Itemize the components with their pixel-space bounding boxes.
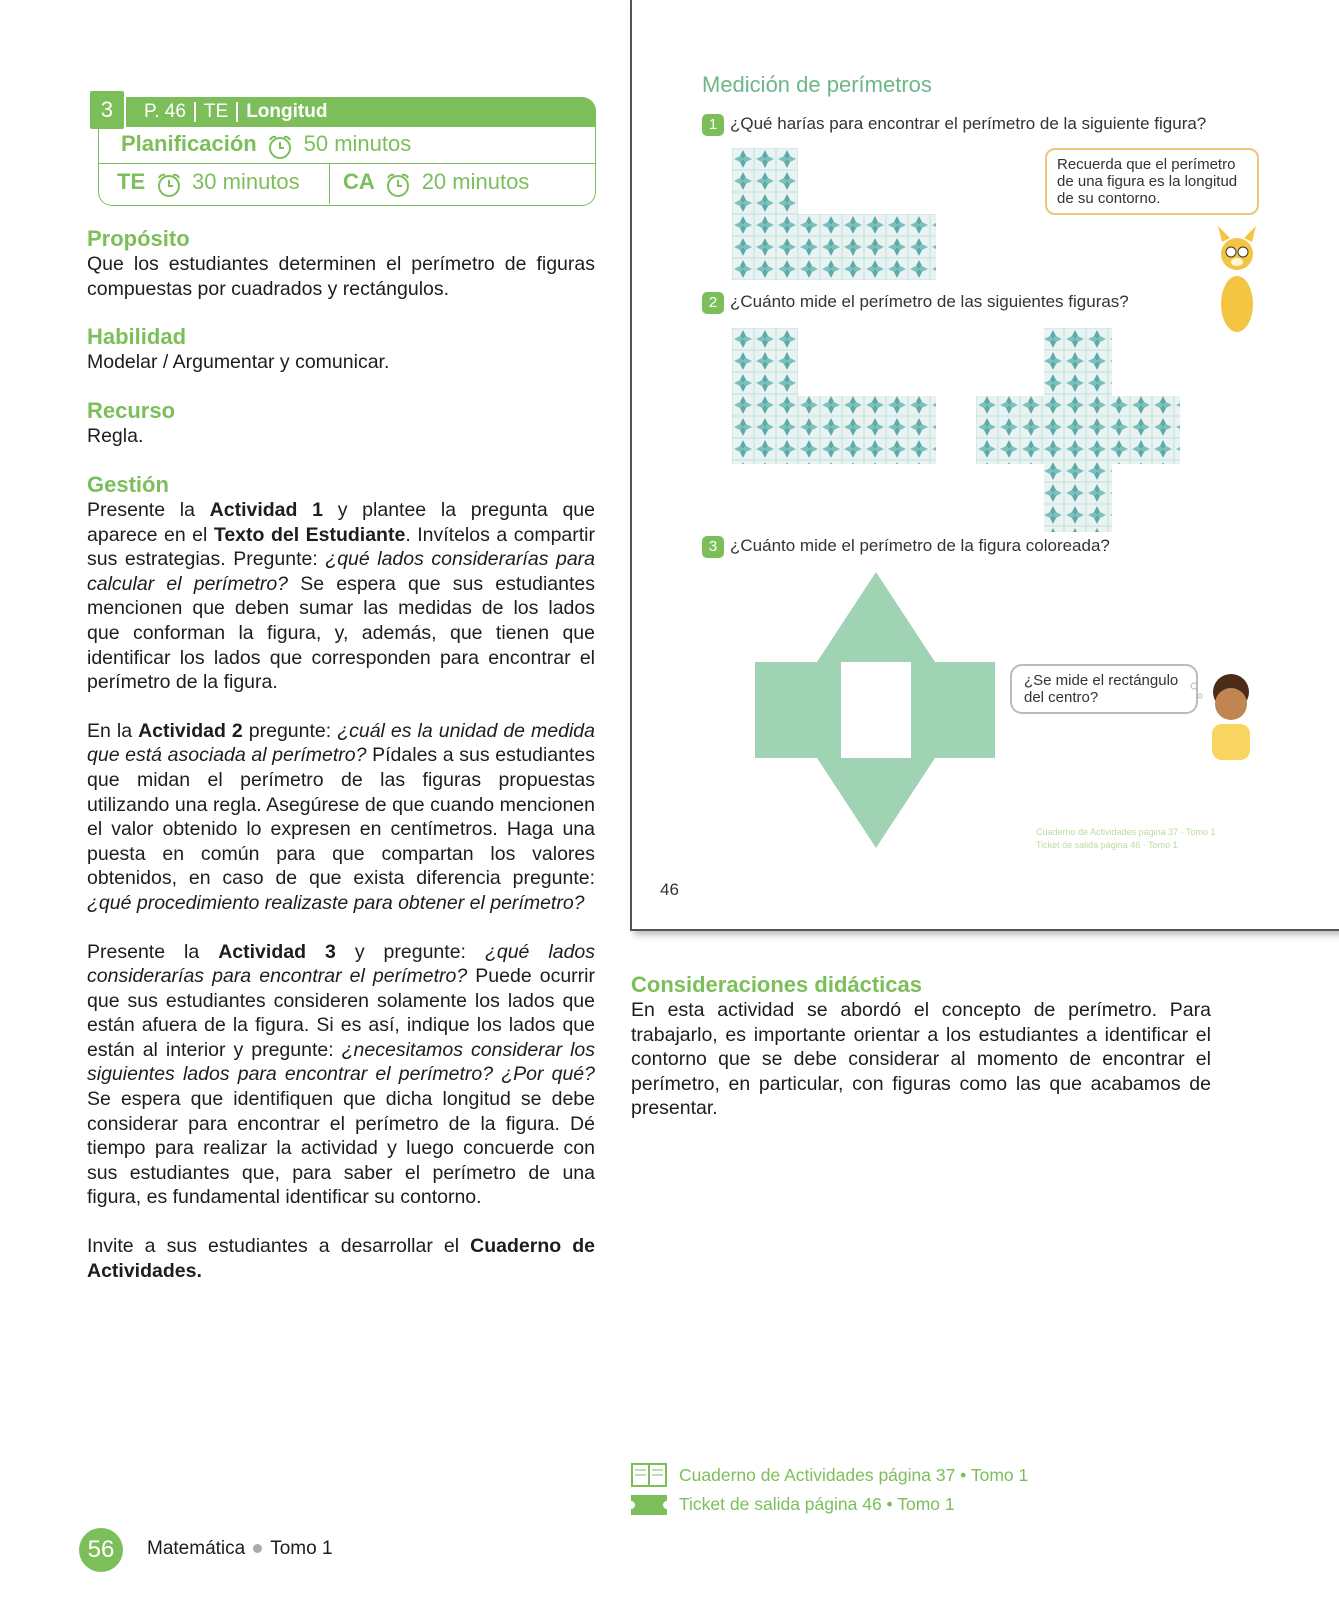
proposito-title: Propósito [87,226,190,251]
alarm-clock-icon [385,172,411,198]
planning-header [98,97,596,207]
reminder-bubble: Recuerda que el perímetro de una figura es la longitud de su contorno. [1045,148,1259,215]
planning-label: Planificación [121,131,257,156]
open-book-icon [631,1462,667,1488]
proposito-text: Que los estudiantes determinen el perímetro de figuras compuestas por cuadrados y rectángulos. [87,253,595,300]
ca-time: 20 minutos [421,169,530,194]
planning-time: 50 minutos [303,131,412,156]
gestion-section [87,472,595,1283]
question-bubble: ¿Se mide el rectángulo del centro? [1010,664,1198,714]
header-bar [98,97,596,127]
footer-label: Matemática Tomo 1 [147,1538,333,1559]
student-page-title: Medición de perímetros [702,72,932,97]
question-1: 1 ¿Qué harías para encontrar el perímetro de la siguiente figura? [702,114,1206,136]
student-page-number: 46 [660,880,679,899]
ticket-icon [631,1495,667,1515]
gestion-paragraph-2: En la Actividad 2 pregunte: ¿cuál es la unidad de medida que está asociada al perímetro? Pídales a sus estudiantes que midan el perímetro de las figuras propuestas utilizando una regla. Asegúrese de que cuando mencionen el valor obtenido lo expresen en centímetros. Haga una puesta en común para que compartan los valores obtenidos, en caso de que exista diferencia pregunte: ¿qué procedimiento realizaste para obtener el perímetro? [87,719,596,914]
te-time: 30 minutos [192,169,300,194]
question-2: 2 ¿Cuánto mide el perímetro de las siguientes figuras? [702,292,1129,314]
ca-label: CA [343,169,375,194]
fox-character-icon [1212,224,1262,336]
habilidad-title: Habilidad [87,324,187,349]
question-3: 3 ¿Cuánto mide el perímetro de la figura coloreada? [702,536,1110,558]
gestion-paragraph-3: Presente la Actividad 3 y pregunte: ¿qué lados considerarías para encontrar el perímetro? Puede ocurrir que sus estudiantes consideren solamente los lados que están afuera de la figura. Si es así, indique los lados que están al interior y pregunte: ¿necesitamos considerar los siguientes lados para encontrar el perímetro? ¿Por qué? Se espera que identifiquen que dicha longitud se debe considerar para encontrar el perímetro de la figura. Dé tiempo para realizar la actividad y luego concuerde con sus estudiantes que, para saber el perímetro de una figura, es fundamental identificar su contorno. [87,940,596,1209]
question-number: 2 [702,292,724,314]
gestion-paragraph-1: Presente la Actividad 1 y plantee la pregunta que aparece en el Texto del Estudiante. Invítelos a compartir sus estrategias. Pregunte: ¿qué lados considerarías para calcular el perímetro? Se espera que sus estudiantes mencionen que deben sumar las medidas de los lados que conforman la figura, y, además, que tienen que identificar los lados que corresponden para encontrar el perímetro de la figura. [87,499,595,694]
recurso-text: Regla. [87,425,144,447]
question-number: 3 [702,536,724,558]
page-ref: P. 46 [144,101,186,122]
mini-reference-list: Cuaderno de Actividades página 37 · Tomo 1 Ticket de salida página 46 · Tomo 1 [1036,827,1216,850]
recurso-title: Recurso [87,398,176,423]
colored-composite-figure [755,570,997,850]
alarm-clock-icon [156,172,182,198]
student-page-thumbnail [630,0,1339,931]
te-label: TE [117,169,146,194]
alarm-clock-icon [267,134,293,160]
girl-character-icon [1186,672,1266,762]
consideraciones-section [631,972,1211,1121]
cuaderno-reference: Cuaderno de Actividades página 37 • Tomo 1 [631,1462,1028,1488]
l-shape-figure-1 [732,148,938,284]
l-shape-figure-2 [732,328,938,468]
habilidad-text: Modelar / Argumentar y comunicar. [87,351,390,373]
reference-list [631,1462,1028,1515]
cross-shape-figure [976,328,1182,536]
consideraciones-title: Consideraciones didácticas [631,972,922,997]
habilidad-section [87,324,595,375]
gestion-paragraph-4: Invite a sus estudiantes a desarrollar el Cuaderno de Actividades. [87,1235,595,1282]
consideraciones-text: En esta actividad se abordó el concepto de perímetro. Para trabajarlo, es importante orientar a los estudiantes a identificar el contorno que se debe considerar al momento de encontrar el perímetro, en particular, con figuras como las que acabamos de presentar. [631,999,1211,1120]
recurso-section [87,398,595,449]
question-number: 1 [702,114,724,136]
te-ref: TE [203,101,229,122]
topic-label: Longitud [246,101,328,122]
gestion-title: Gestión [87,472,169,497]
activity-number-badge: 3 [88,89,126,131]
page-number-badge: 56 [79,1528,123,1572]
proposito-section [87,226,595,301]
ticket-reference: Ticket de salida página 46 • Tomo 1 [631,1494,1028,1515]
